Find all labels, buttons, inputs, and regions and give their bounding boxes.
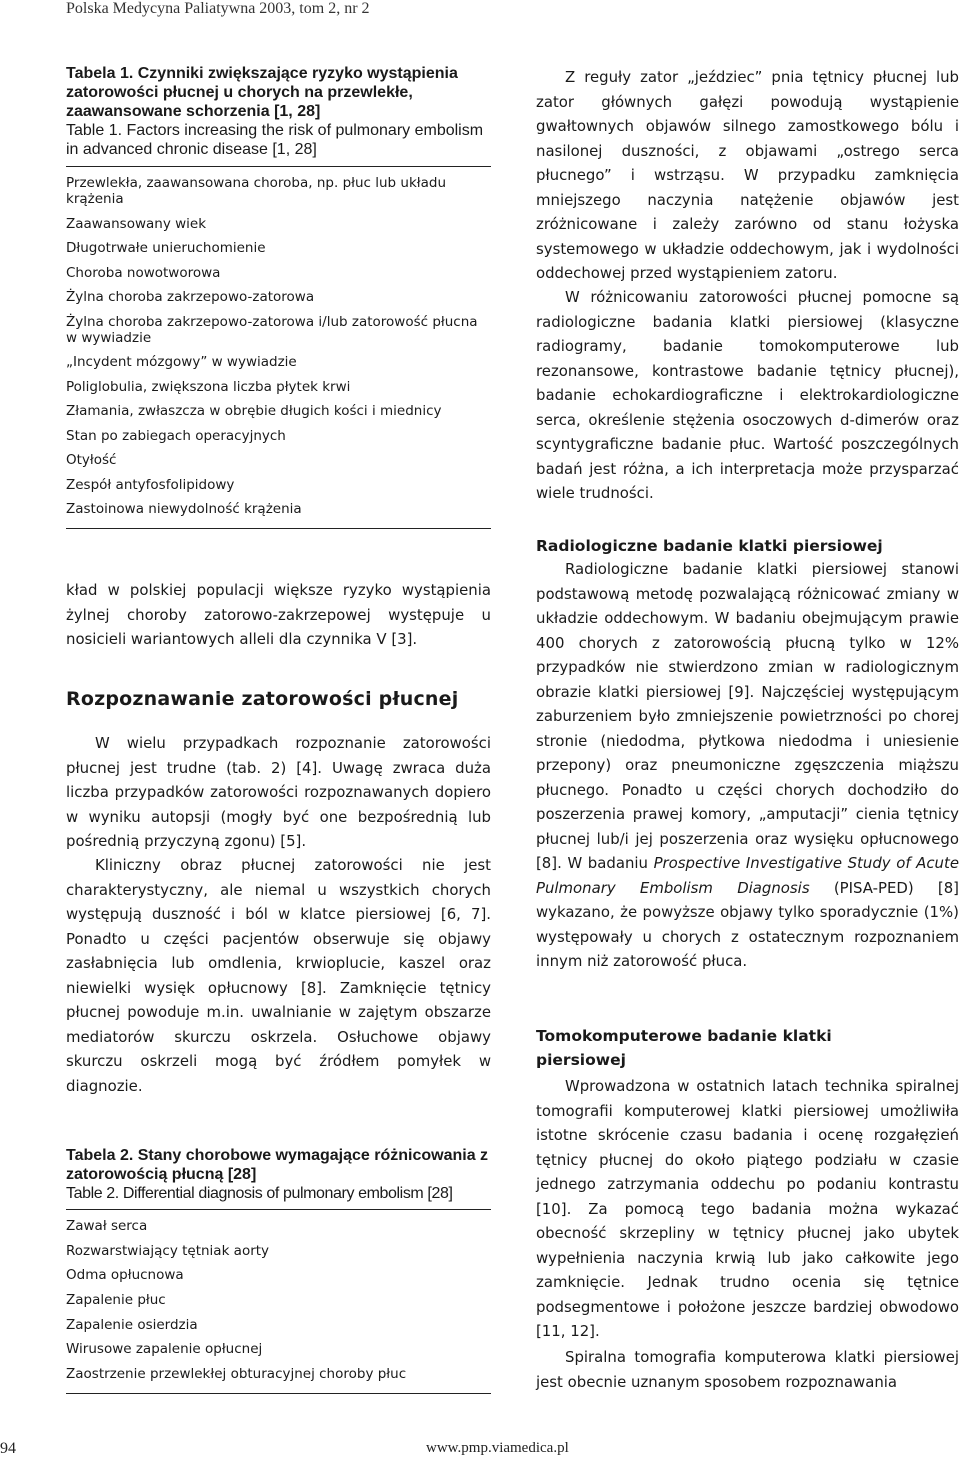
- table-row: Otyłość: [66, 452, 117, 468]
- table-row: Złamania, zwłaszcza w obrębie długich kości i miednicy: [66, 403, 442, 419]
- table-row: Rozwarstwiający tętniak aorty: [66, 1242, 270, 1259]
- right-paragraph-3-part-a: Radiologiczne badanie klatki piersiowej stanowi podstawową metodę pozwalającą różnicować zmiany w układzie oddechowym. W badaniu obejmującym prawie 400 chorych z zatorowością płucną tylko w 12% przypadków nie stwierdzono zmian w radiologicznym obrazie klatki piersiowej [9]. Najczęściej występującym zaburzeniem było zmniejszenie powietrzności po chorej stronie (niedodma, płytkowa niedodma i uniesienie przepony) oraz pneumoniczne zgęszczenia miąższu płucnego. Ponadto u części chorych dochodziło do poszerzenia prawej komory, „amputacji” cienia tętnicy płucnej lub/i jej poszerzenia oraz wysięku opłucnowego [8]. W badaniu: [536, 560, 959, 872]
- table-2-caption: [66, 1146, 491, 1203]
- footer-url: www.pmp.viamedica.pl: [426, 1440, 569, 1456]
- right-paragraph-1: Z reguły zator „jeździec” pnia tętnicy płucnej lub zator głównych gałęzi powodują wystąpienie gwałtownych objawów silnego zamostkowego bólu i nasilonej duszności, z objawami „ostrego serca płucnego” i wstrząsu. W przypadku zamknięcia mniejszego naczynia natężenie objawów jest zróżnicowane i zależy zarówno od stanu łożyska systemowego w układzie oddechowym, jak i wydolności oddechowej przed wystąpieniem zatoru.: [536, 68, 959, 282]
- table-row: Żylna choroba zakrzepowo-zatorowa: [66, 289, 315, 305]
- left-paragraph-2: W wielu przypadkach rozpoznanie zatorowości płucnej jest trudne (tab. 2) [4]. Uwagę zwraca duża liczba przypadków zatorowości rozpoznawanych dopiero w wyniku autopsji (mogły być one bezpośrednią lub pośrednią przyczyną zgonu) [5].: [66, 734, 491, 850]
- table-row: Zaawansowany wiek: [66, 215, 207, 232]
- table-row: Wirusowe zapalenie opłucnej: [66, 1341, 263, 1358]
- table-row: Długotrwałe unieruchomienie: [66, 240, 266, 256]
- table-1: [66, 64, 491, 529]
- table-row: Zaostrzenie przewlekłej obturacyjnej choroby płuc: [66, 1366, 407, 1383]
- table-row: Zastoinowa niewydolność krążenia: [66, 501, 302, 517]
- table-row: Odma opłucnowa: [66, 1267, 184, 1284]
- table-row: Choroba nowotworowa: [66, 264, 221, 281]
- running-head: Polska Medycyna Paliatywna 2003, tom 2, nr 2: [66, 0, 370, 17]
- section-title: Rozpoznawanie zatorowości płucnej: [66, 688, 459, 710]
- subsection-title-ct: Tomokomputerowe badanie klatki piersiowej: [536, 1027, 832, 1069]
- table-row: Zespół antyfosfolipidowy: [66, 476, 235, 493]
- table-row: Przewlekła, zaawansowana choroba, np. płuc lub układu krążenia: [66, 175, 447, 207]
- right-paragraph-3-part-b: (PISA-PED) [8] wykazano, że powyższe objawy tylko sporadycznie (1%) występowały u chorych z ostatecznym rozpoznaniem innym niż zatorowość płuca.: [536, 878, 959, 970]
- table-row: „Incydent mózgowy” w wywiadzie: [66, 354, 297, 370]
- table-row: Poliglobulia, zwiększona liczba płytek krwi: [66, 378, 351, 395]
- page-number: 94: [0, 1440, 16, 1457]
- table-row: Stan po zabiegach operacyjnych: [66, 427, 286, 444]
- subsection-title-radiology: Radiologiczne badanie klatki piersiowej: [536, 537, 883, 555]
- table-1-caption: [66, 64, 491, 159]
- table-row: Zawał serca: [66, 1218, 148, 1234]
- table-row: Zapalenie osierdzia: [66, 1316, 198, 1333]
- right-paragraph-4: Wprowadzona w ostatnich latach technika spiralnej tomografii komputerowej klatki piersiowej umożliwiła istotne skrócenie czasu badania i ocenę rozgałęzień tętnicy płucnej do około piątego podziału w czasie jednego zatrzymania oddechu po podaniu kontrastu [10]. Za pomocą tego badania można wykazać obecność skrzepliny w tętnicy płucnej jako ubytek wypełnienia naczynia krwią lub jako całkowite jego zamknięcie. Jednak trudno ocenia się tętnice podsegmentowe i położone jeszcze bardziej obwodowo [11, 12].: [536, 1077, 959, 1340]
- left-paragraph-3: Kliniczny obraz płucnej zatorowości nie jest charakterystyczny, ale niemal u wszystkich chorych występują duszność i ból w klatce piersiowej [6, 7]. Ponadto u części pacjentów obserwuje się objawy zasłabnięcia lub omdlenia, krwioplucie, kaszel oraz niewielki wysięk opłucnowy [8]. Zamknięcie tętnicy płucnej powoduje m.in. uwalnianie w zajętym obszarze mediatorów skurczu oskrzela. Osłuchowe objawy skurczu oskrzeli mogą być źródłem pomyłek w diagnozie.: [66, 856, 491, 1095]
- table-1-caption-pl: Tabela 1. Czynniki zwiększające ryzyko wystąpienia zatorowości płucnej u chorych na przewlekłe, zaawansowane schorzenia [1, 28]: [66, 65, 458, 120]
- table-row: Zapalenie płuc: [66, 1292, 166, 1309]
- right-paragraph-5: Spiralna tomografia komputerowa klatki piersiowej jest obecnie uznanym sposobem rozpoznawania: [536, 1348, 959, 1391]
- left-paragraph-1: kład w polskiej populacji większe ryzyko wystąpienia żylnej choroby zatorowo-zakrzepowej występuje u nosicieli wariantowych alleli dla czynnika V [3].: [66, 581, 491, 648]
- table-2-caption-pl: Tabela 2. Stany chorobowe wymagające różnicowania z zatorowością płucną [28]: [66, 1147, 489, 1183]
- table-2-caption-en: Table 2. Differential diagnosis of pulmonary embolism [28]: [66, 1185, 453, 1202]
- right-paragraph-3: [536, 557, 959, 974]
- right-paragraph-2: W różnicowaniu zatorowości płucnej pomocne są radiologiczne badania klatki piersiowej (klasyczne radiogramy, badanie tomokomputerowe lub rezonansowe, kontrastowe badanie tętnicy płucnej), badanie echokardiograficzne i elektrokardiologiczne serca, określenie stężenia osoczowych d-dimerów oraz scyntygraficzne badanie płuc. Wartość poszczególnych badań jest różna, a ich interpretacja może przysparzać wiele trudności.: [536, 288, 959, 502]
- table-2-body: [66, 1209, 491, 1394]
- study-name: Prospective Investigative Study of Acute Pulmonary Embolism Diagnosis: [536, 854, 959, 897]
- table-1-caption-en: Table 1. Factors increasing the risk of pulmonary embolism in advanced chronic disease [1, 28]: [66, 122, 484, 158]
- table-row: Żylna choroba zakrzepowo-zatorowa i/lub zatorowość płucna w wywiadzie: [66, 313, 478, 346]
- table-1-body: [66, 166, 491, 529]
- table-2: [66, 1146, 491, 1394]
